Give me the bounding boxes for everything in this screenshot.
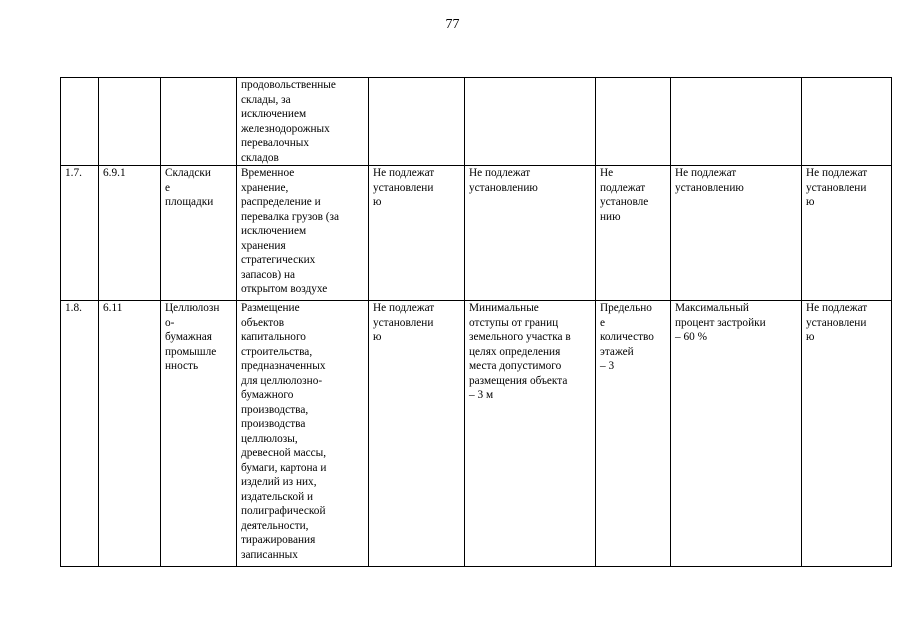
- cell-name: Целлюлозн о- бумажная промышле нность: [161, 301, 237, 567]
- cell-name: Складски е площадки: [161, 166, 237, 301]
- table-row: [61, 301, 892, 567]
- cell-c8: [671, 78, 802, 166]
- cell-c7: Не подлежат установле нию: [596, 166, 671, 301]
- cell-c9: Не подлежат установлени ю: [802, 166, 892, 301]
- cell-c8: Не подлежат установлению: [671, 166, 802, 301]
- cell-c5: Не подлежат установлени ю: [369, 301, 465, 567]
- cell-c9: Не подлежат установлени ю: [802, 301, 892, 567]
- cell-code: 6.11: [99, 301, 161, 567]
- cell-num: 1.7.: [61, 166, 99, 301]
- cell-c6: [465, 78, 596, 166]
- cell-c6: Минимальные отступы от границ земельного участка в целях определения места допустимого размещения объекта – 3 м: [465, 301, 596, 567]
- cell-c6: Не подлежат установлению: [465, 166, 596, 301]
- cell-c9: [802, 78, 892, 166]
- cell-c8: Максимальный процент застройки – 60 %: [671, 301, 802, 567]
- land-use-table: [60, 77, 892, 567]
- cell-c5: Не подлежат установлени ю: [369, 166, 465, 301]
- cell-c7: [596, 78, 671, 166]
- page-number: 77: [445, 17, 460, 32]
- cell-c7: Предельно е количество этажей – 3: [596, 301, 671, 567]
- cell-code: [99, 78, 161, 166]
- cell-num: [61, 78, 99, 166]
- cell-description: продовольственные склады, за исключением железнодорожных перевалочных складов: [237, 78, 369, 166]
- cell-num: 1.8.: [61, 301, 99, 567]
- table-row: [61, 78, 892, 166]
- cell-c5: [369, 78, 465, 166]
- cell-description: Размещение объектов капитального строительства, предназначенных для целлюлозно- бумажного производства, производства целлюлозы, древесной массы, бумаги, картона и изделий из них, издательской и полиграфической деятельности, тиражирования записанных: [237, 301, 369, 567]
- cell-description: Временное хранение, распределение и перевалка грузов (за исключением хранения стратегических запасов) на открытом воздухе: [237, 166, 369, 301]
- cell-name: [161, 78, 237, 166]
- table-row: [61, 166, 892, 301]
- cell-code: 6.9.1: [99, 166, 161, 301]
